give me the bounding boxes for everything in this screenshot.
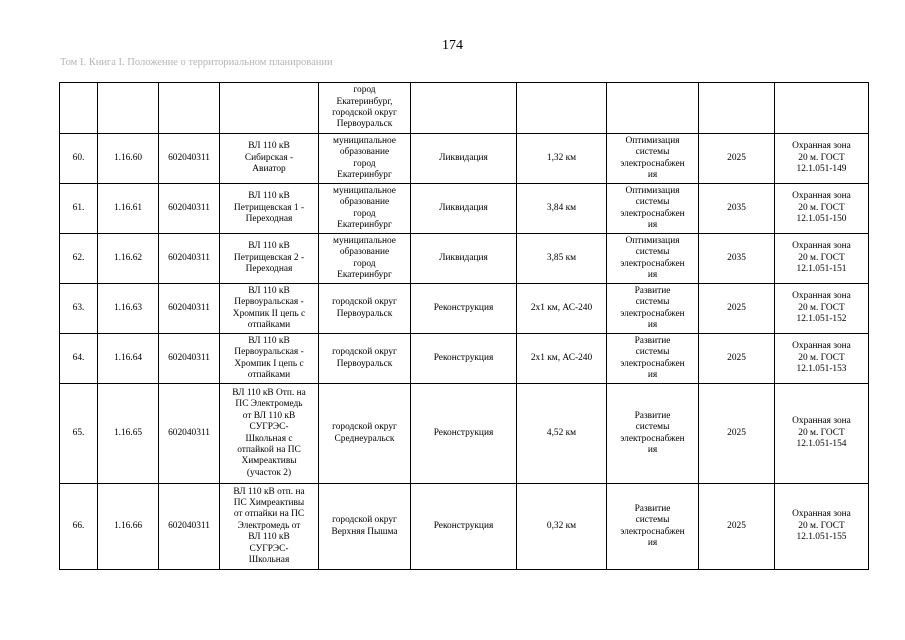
cell-params: [517, 83, 607, 134]
cell-year: 2025: [699, 384, 775, 484]
cell-name: ВЛ 110 кВ Сибирская - Авиатор: [220, 134, 319, 184]
cell-location: муниципальное образование город Екатеринбург: [319, 134, 411, 184]
cell-name: ВЛ 110 кВ Первоуральская - Хромпик I цепь с отпайками: [220, 334, 319, 384]
cell-num: 61.: [60, 184, 98, 234]
cell-id: 602040311: [159, 234, 220, 284]
cell-location: муниципальное образование город Екатеринбург: [319, 234, 411, 284]
cell-action: Ликвидация: [411, 234, 517, 284]
table-row: [60, 484, 869, 570]
cell-code: 1.16.60: [98, 134, 159, 184]
cell-action: Реконструкция: [411, 484, 517, 570]
cell-code: 1.16.61: [98, 184, 159, 234]
cell-params: 2х1 км, АС-240: [517, 334, 607, 384]
cell-num: 63.: [60, 284, 98, 334]
cell-location: город Екатеринбург, городской округ Первоуральск: [319, 83, 411, 134]
cell-code: 1.16.63: [98, 284, 159, 334]
cell-id: [159, 83, 220, 134]
cell-purpose: Оптимизация системы электроснабжен ия: [607, 234, 699, 284]
cell-purpose: [607, 83, 699, 134]
cell-zone: Охранная зона 20 м. ГОСТ 12.1.051-152: [775, 284, 869, 334]
cell-num: [60, 83, 98, 134]
cell-params: 0,32 км: [517, 484, 607, 570]
table-row: [60, 184, 869, 234]
power-lines-table: [59, 82, 869, 570]
cell-code: 1.16.66: [98, 484, 159, 570]
cell-code: 1.16.64: [98, 334, 159, 384]
cell-location: городской округ Верхняя Пышма: [319, 484, 411, 570]
cell-name: [220, 83, 319, 134]
cell-location: городской округ Среднеуральск: [319, 384, 411, 484]
cell-num: 64.: [60, 334, 98, 384]
cell-action: [411, 83, 517, 134]
cell-action: Реконструкция: [411, 284, 517, 334]
cell-name: ВЛ 110 кВ Отп. на ПС Электромедь от ВЛ 110 кВ СУГРЭС- Школьная с отпайкой на ПС Химреактивы (участок 2): [220, 384, 319, 484]
cell-code: [98, 83, 159, 134]
cell-params: 4,52 км: [517, 384, 607, 484]
cell-zone: Охранная зона 20 м. ГОСТ 12.1.051-150: [775, 184, 869, 234]
cell-year: [699, 83, 775, 134]
cell-name: ВЛ 110 кВ отп. на ПС Химреактивы от отпайки на ПС Электромедь от ВЛ 110 кВ СУГРЭС- Школьная: [220, 484, 319, 570]
cell-name: ВЛ 110 кВ Первоуральская - Хромпик II цепь с отпайками: [220, 284, 319, 334]
cell-location: городской округ Первоуральск: [319, 284, 411, 334]
cell-zone: Охранная зона 20 м. ГОСТ 12.1.051-149: [775, 134, 869, 184]
cell-code: 1.16.65: [98, 384, 159, 484]
cell-params: 3,85 км: [517, 234, 607, 284]
cell-location: городской округ Первоуральск: [319, 334, 411, 384]
table-row: [60, 134, 869, 184]
cell-code: 1.16.62: [98, 234, 159, 284]
cell-location: муниципальное образование город Екатеринбург: [319, 184, 411, 234]
table-row: [60, 384, 869, 484]
cell-zone: Охранная зона 20 м. ГОСТ 12.1.051-151: [775, 234, 869, 284]
cell-zone: Охранная зона 20 м. ГОСТ 12.1.051-153: [775, 334, 869, 384]
cell-params: 1,32 км: [517, 134, 607, 184]
cell-num: 60.: [60, 134, 98, 184]
table-row: [60, 284, 869, 334]
cell-action: Ликвидация: [411, 134, 517, 184]
cell-year: 2035: [699, 184, 775, 234]
table-row: [60, 234, 869, 284]
cell-zone: [775, 83, 869, 134]
cell-id: 602040311: [159, 134, 220, 184]
cell-params: 2х1 км, АС-240: [517, 284, 607, 334]
cell-num: 66.: [60, 484, 98, 570]
cell-year: 2025: [699, 284, 775, 334]
cell-year: 2025: [699, 134, 775, 184]
cell-year: 2025: [699, 484, 775, 570]
cell-purpose: Оптимизация системы электроснабжен ия: [607, 134, 699, 184]
cell-name: ВЛ 110 кВ Петрищевская 1 - Переходная: [220, 184, 319, 234]
cell-id: 602040311: [159, 334, 220, 384]
cell-zone: Охранная зона 20 м. ГОСТ 12.1.051-154: [775, 384, 869, 484]
table-row-continued: [60, 83, 869, 134]
cell-year: 2025: [699, 334, 775, 384]
page-number: 174: [442, 38, 463, 53]
cell-action: Реконструкция: [411, 384, 517, 484]
cell-zone: Охранная зона 20 м. ГОСТ 12.1.051-155: [775, 484, 869, 570]
cell-purpose: Развитие системы электроснабжен ия: [607, 334, 699, 384]
cell-id: 602040311: [159, 484, 220, 570]
cell-purpose: Развитие системы электроснабжен ия: [607, 384, 699, 484]
cell-purpose: Развитие системы электроснабжен ия: [607, 484, 699, 570]
cell-num: 65.: [60, 384, 98, 484]
cell-params: 3,84 км: [517, 184, 607, 234]
cell-action: Реконструкция: [411, 334, 517, 384]
cell-year: 2035: [699, 234, 775, 284]
cell-id: 602040311: [159, 284, 220, 334]
cell-num: 62.: [60, 234, 98, 284]
cell-action: Ликвидация: [411, 184, 517, 234]
cell-id: 602040311: [159, 184, 220, 234]
running-head: Том I. Книга I. Положение о территориальном планировании: [60, 57, 333, 68]
cell-id: 602040311: [159, 384, 220, 484]
cell-purpose: Развитие системы электроснабжен ия: [607, 284, 699, 334]
cell-purpose: Оптимизация системы электроснабжен ия: [607, 184, 699, 234]
cell-name: ВЛ 110 кВ Петрищевская 2 - Переходная: [220, 234, 319, 284]
table-row: [60, 334, 869, 384]
